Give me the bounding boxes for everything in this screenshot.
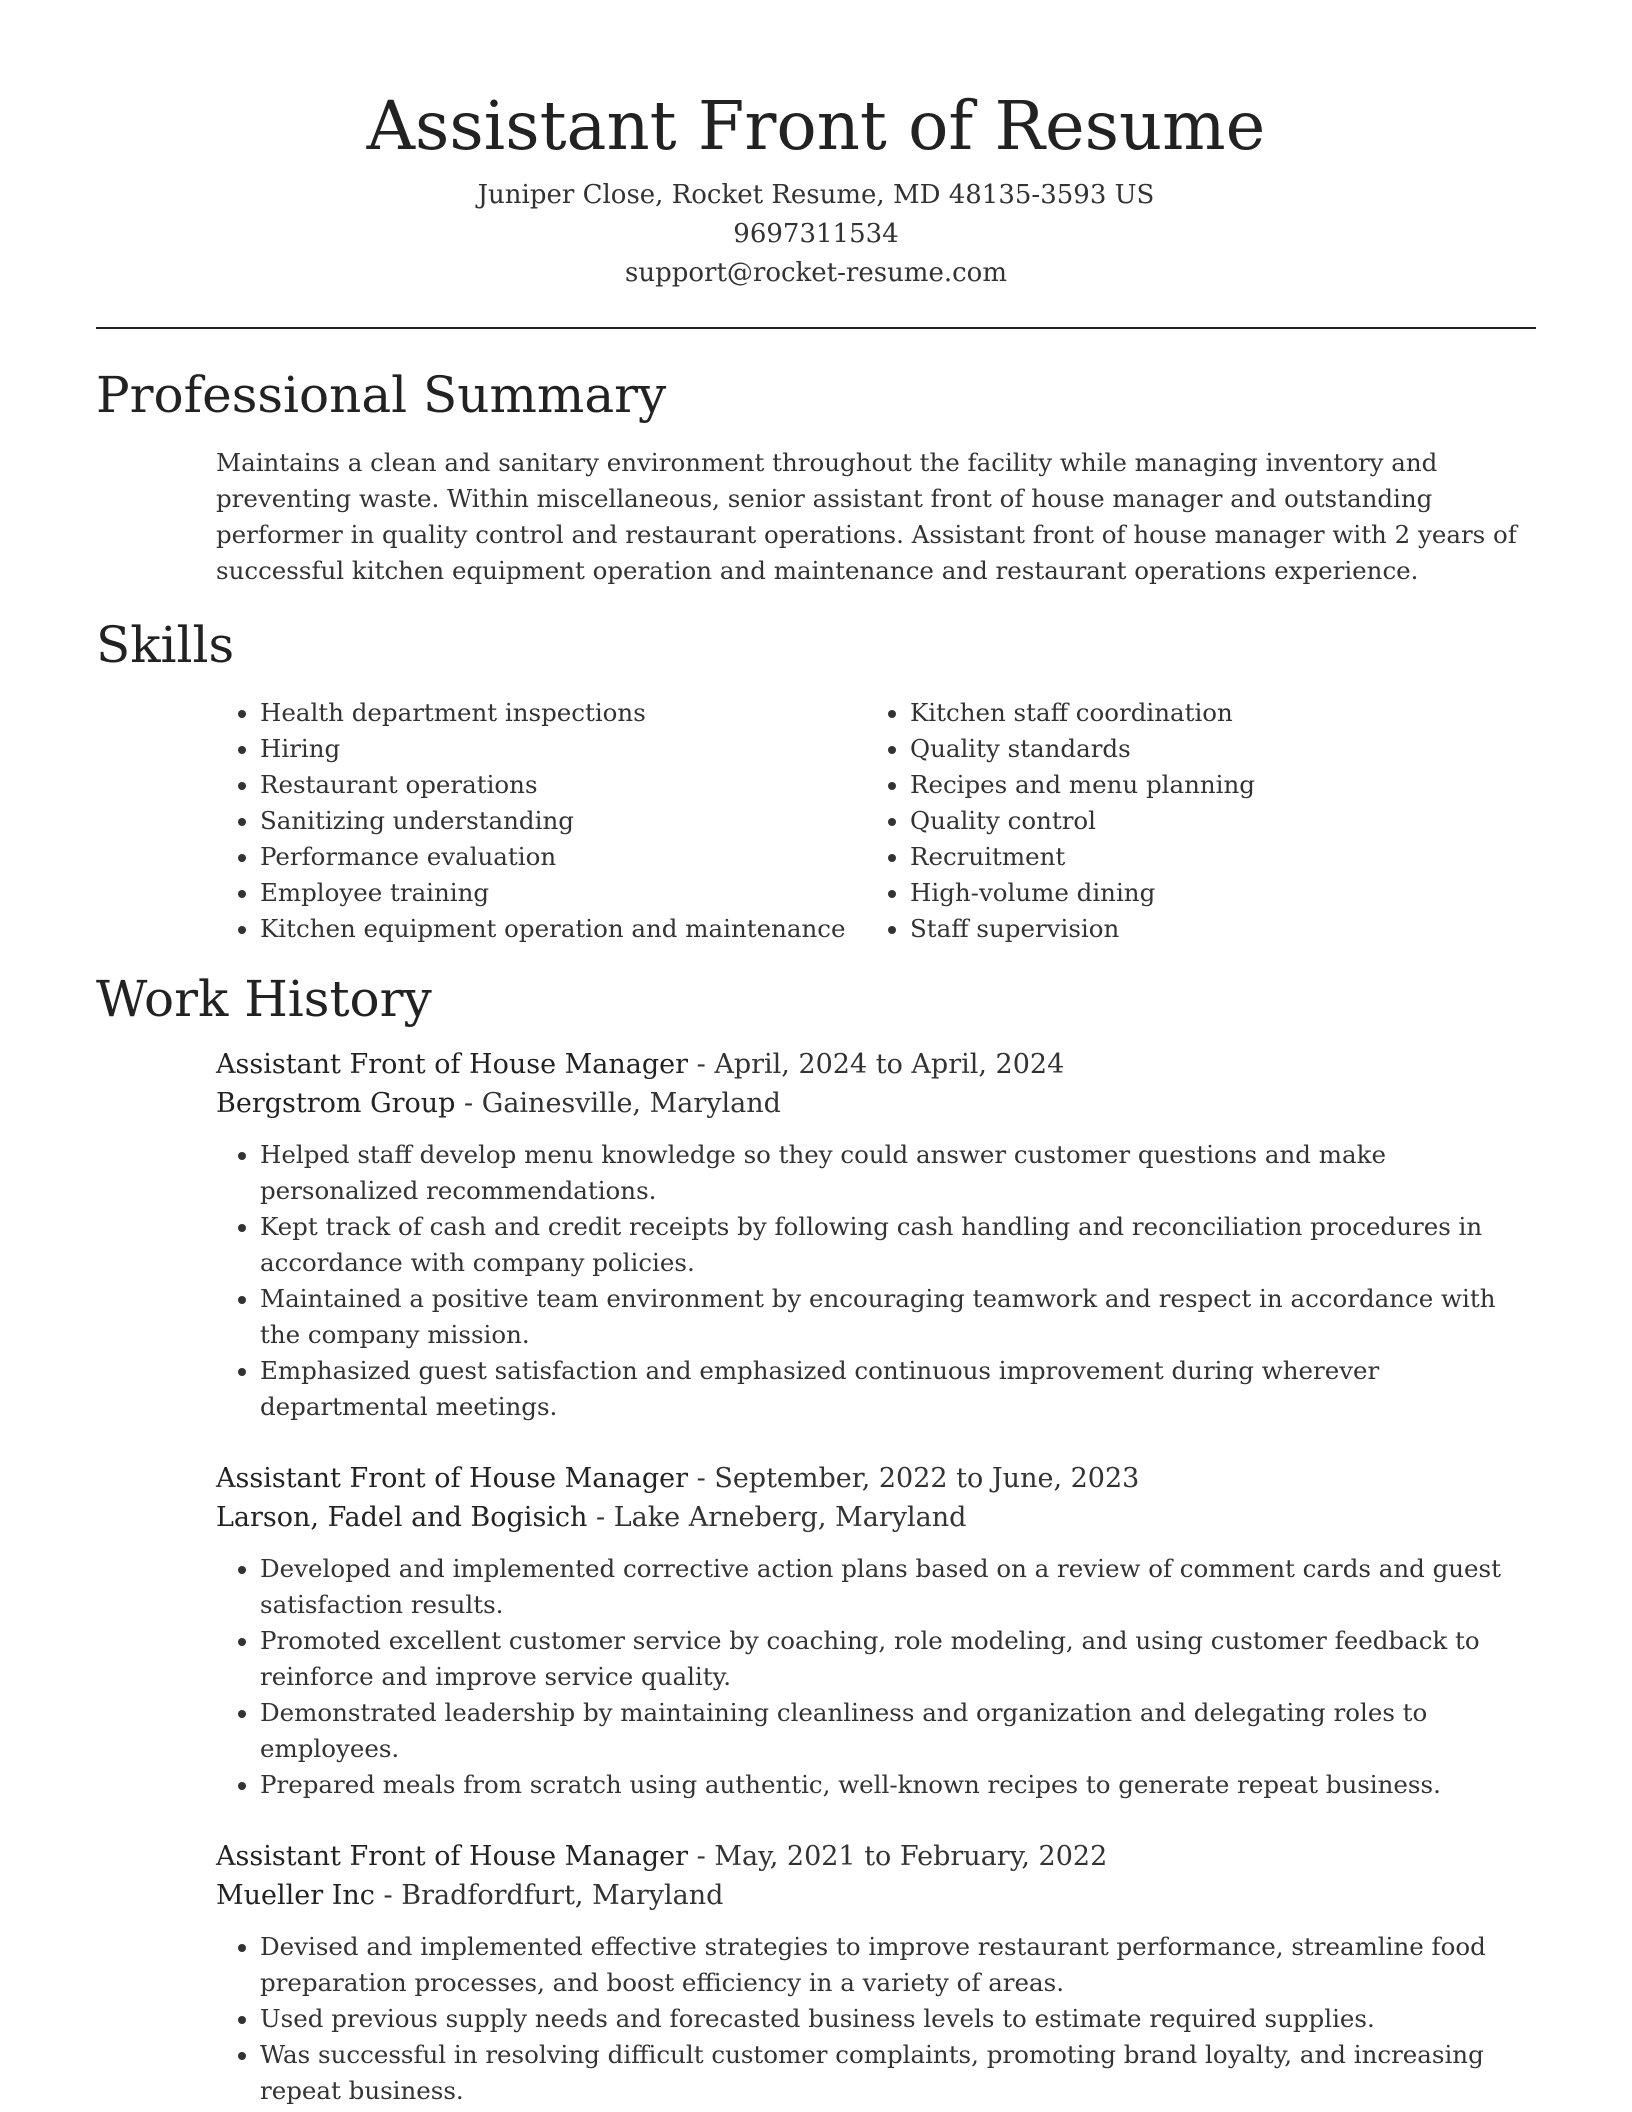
job-company: Bergstrom Group [216, 1088, 456, 1119]
job-bullet: • Maintained a positive team environment by encouraging teamwork and respect in accordance with the company mission. [260, 1281, 1536, 1353]
job-title: Assistant Front of House Manager [216, 1463, 689, 1494]
skill-item: • Recruitment [910, 839, 1255, 875]
job-company: Mueller Inc [216, 1880, 375, 1911]
summary-text: Maintains a clean and sanitary environment throughout the facility while managing inventory and preventing waste. Within miscellaneous, senior assistant front of house manager and outstanding performer in quality control and restaurant operations. Assistant front of house manager with 2 years of successful kitchen equipment operation and maintenance and restaurant operations experience. [216, 448, 1517, 585]
contact-info [96, 176, 1536, 293]
job-dates: - September, 2022 to June, 2023 [688, 1463, 1140, 1494]
job-bullet: • Promoted excellent customer service by coaching, role modeling, and using customer feedback to reinforce and improve service quality. [260, 1623, 1536, 1695]
skill-item: • High-volume dining [910, 875, 1255, 911]
skill-item: • Staff supervision [910, 911, 1255, 947]
skill-item: • Sanitizing understanding [260, 803, 866, 839]
job-title: Assistant Front of House Manager [216, 1841, 689, 1872]
job-bullet: • Was successful in resolving difficult customer complaints, promoting brand loyalty, and increasing repeat business. [260, 2037, 1536, 2109]
skill-item: • Kitchen staff coordination [910, 695, 1255, 731]
job-location: - Lake Arneberg, Maryland [587, 1502, 967, 1533]
skill-item: • Hiring [260, 731, 866, 767]
job-bullet: • Used previous supply needs and forecasted business levels to estimate required supplies. [260, 2001, 1536, 2037]
skill-item: • Kitchen equipment operation and maintenance [260, 911, 866, 947]
job-title: Assistant Front of House Manager [216, 1049, 689, 1080]
skill-item: • Restaurant operations [260, 767, 866, 803]
job-company-line [216, 1876, 1536, 1915]
job-bullet: • Prepared meals from scratch using authentic, well-known recipes to generate repeat business. [260, 1767, 1536, 1803]
skill-item: • Performance evaluation [260, 839, 866, 875]
contact-email: support@rocket-resume.com [624, 258, 1007, 288]
job-bullet: • Emphasized guest satisfaction and emphasized continuous improvement during wherever departmental meetings. [260, 1353, 1536, 1425]
work-history-heading: Work History [96, 970, 432, 1028]
job-bullets [216, 1929, 1536, 2109]
skill-item: • Employee training [260, 875, 866, 911]
job-entry [216, 1837, 1536, 2109]
job-company: Larson, Fadel and Bogisich [216, 1502, 588, 1533]
job-title-line [216, 1837, 1536, 1876]
job-bullets [216, 1551, 1536, 1803]
skills-column-1 [216, 695, 866, 947]
contact-address: Juniper Close, Rocket Resume, MD 48135-3593 US [477, 180, 1155, 210]
job-title-line [216, 1459, 1536, 1498]
skill-item: • Health department inspections [260, 695, 866, 731]
contact-phone: 9697311534 [733, 219, 899, 249]
summary-heading: Professional Summary [96, 366, 667, 424]
job-location: - Gainesville, Maryland [455, 1088, 781, 1119]
job-bullets [216, 1137, 1536, 1425]
skills-heading: Skills [96, 616, 235, 674]
skills-column-2 [866, 695, 1255, 947]
job-company-line [216, 1084, 1536, 1123]
job-company-line [216, 1498, 1536, 1537]
job-bullet: • Kept track of cash and credit receipts by following cash handling and reconciliation procedures in accordance with company policies. [260, 1209, 1536, 1281]
job-entry [216, 1045, 1536, 1425]
resume-header [96, 0, 1536, 293]
job-location: - Bradfordfurt, Maryland [374, 1880, 724, 1911]
candidate-name: Assistant Front of Resume [366, 87, 1266, 165]
job-bullet: • Helped staff develop menu knowledge so they could answer customer questions and make personalized recommendations. [260, 1137, 1536, 1209]
job-dates: - May, 2021 to February, 2022 [688, 1841, 1108, 1872]
resume-page [96, 0, 1536, 2109]
job-bullet: • Developed and implemented corrective action plans based on a review of comment cards and guest satisfaction results. [260, 1551, 1536, 1623]
job-bullet: • Demonstrated leadership by maintaining cleanliness and organization and delegating roles to employees. [260, 1695, 1536, 1767]
skill-item: • Quality standards [910, 731, 1255, 767]
job-dates: - April, 2024 to April, 2024 [688, 1049, 1065, 1080]
job-title-line [216, 1045, 1536, 1084]
skill-item: • Quality control [910, 803, 1255, 839]
skill-item: • Recipes and menu planning [910, 767, 1255, 803]
header-divider [96, 327, 1536, 329]
skills-list [216, 695, 1536, 947]
job-entry [216, 1459, 1536, 1803]
job-bullet: • Devised and implemented effective strategies to improve restaurant performance, streamline food preparation processes, and boost efficiency in a variety of areas. [260, 1929, 1536, 2001]
